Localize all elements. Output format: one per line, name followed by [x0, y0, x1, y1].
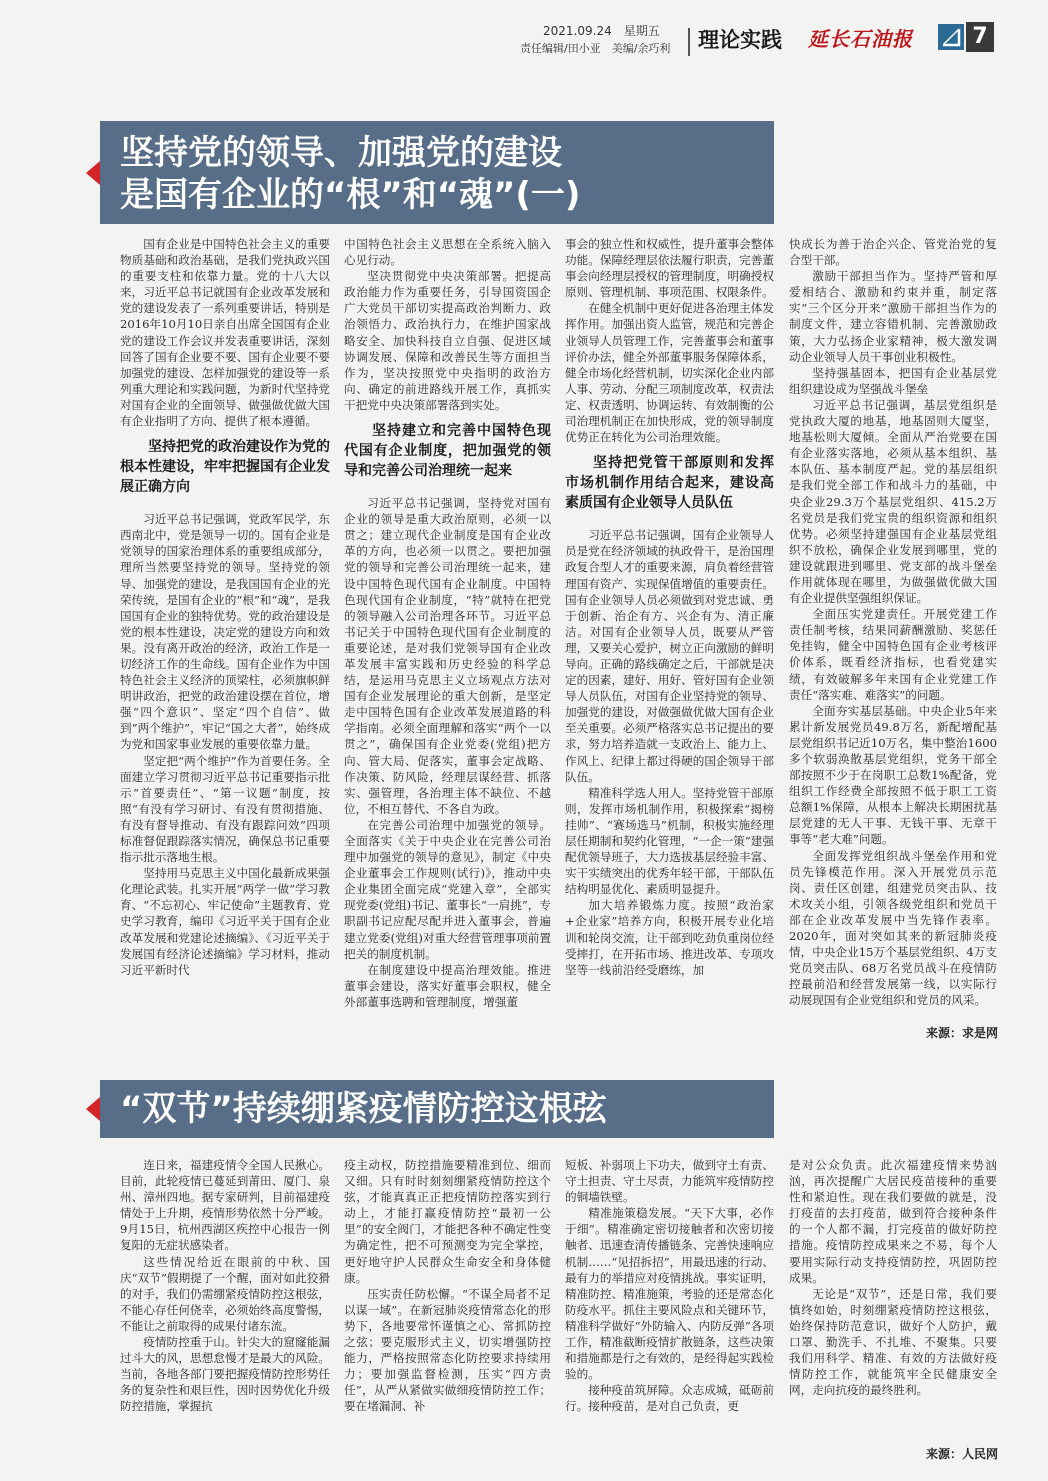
article2-source: 来源：人民网 [926, 1447, 999, 1461]
paragraph: 压实责任防松懈。“不谋全局者不足以谋一域”。在新冠肺炎疫情常态化的形势下，各地要常怀谨慎之心、常抓防控之弦；要克服形式主义，切实增强防控能力，严格按照常态化防控要求持续用力；要加强监督检测，压实“四方责任”，从严从紧做实做细疫情防控工作；要在堵漏洞、补 [344, 1286, 551, 1414]
paragraph: 在完善公司治理中加强党的领导。全面落实《关于中央企业在完善公司治理中加强党的领导的意见》，制定《中央企业董事会工作规则(试行)》，推动中央企业集团全面完成“党建入章”，全部实现党委(党组)书记、董事长“一肩挑”，专职副书记应配尽配并进入董事会，普遍建立党委(党组)对重大经营管理事项前置把关的制度机制。 [344, 817, 551, 961]
paragraph: 在健全机制中更好促进各治理主体发挥作用。加强出资人监管，规范和完善企业领导人员管理工作，完善董事会和董事评价办法，健全外部董事服务保障体系，健全市场化经营机制，切实深化企业内部人事、劳动、分配三项制度改革，权责法定、权责透明、协调运转、有效制衡的公司治理机制正在加快形成，党的领导制度优势正在转化为公司治理效能。 [565, 301, 774, 445]
paragraph: 精准科学选人用人。坚持党管干部原则，发挥市场机制作用，积极探索“揭榜挂帅”、“赛场选马”机制，积极实施经理层任期制和契约化管理，“一企一策”建强配优领导班子，大力选拔基层经验丰富、实干实绩突出的优秀年轻干部，干部队伍结构明显优化、素质明显提升。 [565, 785, 774, 897]
paragraph: 是对公众负责。此次福建疫情来势汹汹，再次提醒广大居民疫苗接种的重要性和紧迫性。现在我们要做的就是，没打疫苗的去打疫苗，做到符合接种条件的一个人都不漏，打完疫苗的做好防控措施。疫情防控成果来之不易，每个人要用实际行动支持疫情防控，巩固防控成果。 [789, 1158, 997, 1285]
article2-title: “双节”持续绷紧疫情防控这根弦 [120, 1089, 607, 1129]
article1-title-line1: 坚持党的领导、加强党的建设 [120, 133, 562, 173]
article1-column-2 [344, 236, 551, 1010]
article2-column-1 [120, 1157, 330, 1415]
section-heading: 坚持建立和完善中国特色现代国有企业制度，把加强党的领导和完善公司治理统一起来 [344, 423, 551, 480]
article1-source: 来源：求是网 [926, 1026, 999, 1040]
page-number: 7 [966, 22, 994, 52]
paragraph: 全面发挥党组织战斗堡垒作用和党员先锋模范作用。深入开展党员示范岗、责任区创建，组建党员突击队、技术攻关小组，引领各级党组织和党员干部在企业改革发展中当先锋作表率。2020年，面对突如其来的新冠肺炎疫情，中央企业15万个基层党组织、4万支党员突击队、68万名党员战斗在疫情防控最前沿和经营发展第一线，以实际行动展现国有企业党组织和党员的风采。 [789, 848, 997, 1008]
paragraph: 习近平总书记强调，坚持党对国有企业的领导是重大政治原则，必须一以贯之；建立现代企业制度是国有企业改革的方向，也必须一以贯之。要把加强党的领导和完善公司治理统一起来，建设中国特色现代国有企业制度。中国特色现代国有企业制度，“特”就特在把党的领导融入公司治理各环节。习近平总书记关于中国特色现代国有企业制度的重要论述，是对我们党领导国有企业改革发展丰富实践和历史经验的科学总结，是运用马克思主义立场观点方法对国有企业发展理论的重大创新，是坚定走中国特色国有企业改革发展道路的科学指南。必须全面理解和落实“两个一以贯之”，确保国有企业党委(党组)把方向、管大局、促落实，董事会定战略、作决策、防风险，经理层谋经营、抓落实、强管理，各治理主体不缺位、不越位，不相互替代、不各自为政。 [344, 496, 551, 816]
paragraph: 精准施策稳发展。“天下大事，必作于细”。精准确定密切接触者和次密切接触者、迅速查清传播链条、完善快速响应机制……“见招拆招”，用最迅速的行动、最有力的举措应对疫情挑战。事实证明，精准防控、精准施策，考验的还是常态化防疫水平。抓住主要风险点和关键环节，精准科学做好“外防输入、内防反弹”各项工作，精准截断疫情扩散链条，这些决策和措施都是行之有效的，是经得起实践检验的。 [565, 1206, 774, 1382]
paragraph: 快成长为善于治企兴企、管党治党的复合型干部。 [789, 237, 997, 268]
paragraph: 在制度建设中提高治理效能。推进董事会建设，落实好董事会职权，健全外部董事选聘和管理制度，增强董 [344, 962, 551, 1009]
article2-column-3 [565, 1157, 774, 1415]
paragraph: 激励干部担当作为。坚持严管和厚爱相结合、激励和约束并重，制定落实“三个区分开来”激励干部担当作为的制度文件，建立容错机制、完善激励政策，大力弘扬企业家精神，极大激发调动企业领导人员干事创业积极性。 [789, 269, 997, 364]
paragraph: 坚决贯彻党中央决策部署。把提高政治能力作为重要任务，引导国资国企广大党员干部切实提高政治判断力、政治领悟力、政治执行力，在维护国家战略安全、加快科技自立自强、促进区域协调发展、保障和改善民生等方面担当作为，坚决按照党中央指明的政治方向、确定的前进路线开展工作，真抓实干把党中央决策部署落到实处。 [344, 269, 551, 412]
paragraph: 接种疫苗筑屏障。众志成城，砥砺前行。接种疫苗，是对自己负责，更 [565, 1383, 774, 1414]
paragraph: 坚持用马克思主义中国化最新成果强化理论武装。扎实开展“两学一做”学习教育、“不忘初心、牢记使命”主题教育、党史学习教育，编印《习近平关于国有企业改革发展和党建论述摘编》、《习近平关于发展国有经济论述摘编》学习材料，推动习近平新时代 [120, 866, 330, 977]
section-heading: 坚持把党管干部原则和发挥市场机制作用结合起来，建设高素质国有企业领导人员队伍 [565, 455, 774, 512]
paragraph: 疫主动权，防控措施要精准到位、细而又细。只有时时刻刻绷紧疫情防控这个弦，才能真真正正把疫情防控落实到行动上，才能打赢疫情防控“最初一公里”的安全阀门，才能把各种不确定性变为确定性，把不可预测变为完全掌控，更好地守护人民群众生命安全和身体健康。 [344, 1158, 551, 1285]
article1-title-line2: 是国有企业的“根”和“魂”(一) [120, 175, 581, 215]
paragraph: 无论是“双节”，还是日常，我们要慎终如始，时刻绷紧疫情防控这根弦，始终保持防范意识，做好个人防护，戴口罩、勤洗手、不扎堆、不聚集。只要我们用科学、精准、有效的方法做好疫情防控工作，就能筑牢全民健康安全网，走向抗疫的最终胜利。 [789, 1286, 997, 1398]
article1-column-1 [120, 236, 330, 978]
triangle-arrow-icon [86, 161, 100, 185]
paragraph: 坚定把“两个维护”作为首要任务。全面建立学习贯彻习近平总书记重要指示批示“首要责任”、“第一议题”制度，按照“有没有学习研讨、有没有贯彻措施、有没有督导推动、有没有跟踪问效”四项标准督促跟踪落实情况，确保总书记重要指示批示落地生根。 [120, 753, 330, 865]
header-divider [688, 28, 690, 56]
paragraph: 坚持强基固本，把国有企业基层党组织建设成为坚强战斗堡垒 [789, 365, 997, 396]
article2-column-4 [789, 1157, 997, 1398]
paragraph: 全面夯实基层基础。中央企业5年来累计新发展党员49.8万名，新配增配基层党组织书记近10万名，集中整治1600多个软弱涣散基层党组织，党务干部全部按照不少于在岗职工总数1%配备，党组织工作经费全部按照不低于职工工资总额1%保障，从根本上解决长期困扰基层党建的无人干事、无钱干事、无章干事等“老大难”问题。 [789, 703, 997, 847]
article1-column-4 [789, 236, 997, 1009]
newspaper-logo: 延长石油报 [808, 27, 913, 51]
article2-column-2 [344, 1157, 551, 1415]
paragraph: 中国特色社会主义思想在全系统入脑入心见行动。 [344, 237, 551, 268]
article2-title-banner [100, 1080, 774, 1138]
paragraph: 习近平总书记强调，国有企业领导人员是党在经济领域的执政骨干，是治国理政复合型人才的重要来源，肩负着经营管理国有资产、实现保值增值的重要责任。国有企业领导人员必须做到对党忠诚、勇于创新、治企有方、兴企有为、清正廉洁。对国有企业领导人员，既要从严管理，又要关心爱护，树立正向激励的鲜明导向。正确的路线确定之后，干部就是决定的因素，建好、用好、管好国有企业领导人员队伍，对国有企业坚持党的领导、加强党的建设，对做强做优做大国有企业至关重要。必须严格落实总书记提出的要求，努力培养造就一支政治上、能力上、作风上、纪律上都过得硬的国企领导干部队伍。 [565, 528, 774, 784]
paragraph: 习近平总书记强调，基层党组织是党执政大厦的地基，地基固则大厦坚，地基松则大厦倾。全面从严治党要在国有企业落实落地，必须从基本组织、基本队伍、基本制度严起。党的基层组织是我们党全部工作和战斗力的基础，中央企业29.3万个基层党组织、415.2万名党员是我们党宝贵的组织资源和组织优势。必须坚持建强国有企业基层党组织不放松，确保企业发展到哪里，党的建设就跟进到哪里、党支部的战斗堡垒作用就体现在哪里，为做强做优做大国有企业提供坚强组织保证。 [789, 397, 997, 606]
paragraph: 连日来，福建疫情令全国人民揪心。目前，此轮疫情已蔓延到莆田、厦门、泉州、漳州四地。据专家研判，目前福建疫情处于上升期，疫情形势依然十分严峻。9月15日，杭州西湖区疾控中心报告一例复阳的无症状感染者。 [120, 1158, 330, 1253]
paragraph: 这些情况给近在眼前的中秋、国庆“双节”假期提了一个醒，面对如此狡猾的对手，我们仍需绷紧疫情防控这根弦，不能心存任何侥幸，必须始终高度警惕，不能让之前取得的成果付诸东流。 [120, 1254, 330, 1333]
paragraph: 习近平总书记强调，党政军民学，东西南北中，党是领导一切的。国有企业是党领导的国家治理体系的重要组成部分，理所当然要坚持党的领导。坚持党的领导、加强党的建设，是我国国有企业的光荣传统，是国有企业的“根”和“魂”，是我国国有企业的独特优势。党的政治建设是党的根本性建设，决定党的建设方向和效果。没有离开政治的经济，政治工作是一切经济工作的生命线。国有企业作为中国特色社会主义经济的顶梁柱，必须旗帜鲜明讲政治，把党的政治建设摆在首位，增强“四个意识”、坚定“四个自信”、做到“两个维护”，牢记“国之大者”，始终成为党和国家事业发展的重要依靠力量。 [120, 512, 330, 752]
corner-mark-icon [938, 24, 964, 50]
article1-column-3 [565, 236, 774, 978]
paragraph: 疫情防控重于山。针尖大的窟窿能漏过斗大的风，思想怠慢才是最大的风险。当前，各地各部门要把握疫情防控形势任务的复杂性和艰巨性，因时因势优化升级防控措施，掌握抗 [120, 1335, 330, 1414]
paragraph: 事会的独立性和权威性，提升董事会整体功能。保障经理层依法履行职责，完善董事会向经理层授权的管理制度，明确授权原则、管理机制、事项范围、权限条件。 [565, 237, 774, 300]
paragraph: 全面压实党建责任。开展党建工作责任制考核，结果同薪酬激励、奖惩任免挂钩，健全中国特色国有企业考核评价体系，既看经济指标，也看党建实绩，有效破解多年来国有企业党建工作责任“落实难、难落实”的问题。 [789, 607, 997, 702]
article1-title-banner [100, 121, 774, 224]
section-heading: 坚持把党的政治建设作为党的根本性建设，牢牢把握国有企业发展正确方向 [120, 439, 330, 496]
section-title: 理论实践 [698, 28, 782, 52]
paragraph: 短板、补弱项上下功夫，做到守土有责、守土担责、守土尽责，力能筑牢疫情防控的铜墙铁壁。 [565, 1158, 774, 1205]
paragraph: 国有企业是中国特色社会主义的重要物质基础和政治基础，是我们党执政兴国的重要支柱和依靠力量。党的十八大以来，习近平总书记就国有企业改革发展和党的建设发表了一系列重要讲话，特别是2016年10月10日亲自出席全国国有企业党的建设工作会议并发表重要讲话，深刻回答了国有企业要不要、国有企业要不要加强党的建设、怎样加强党的建设等一系列重大理论和实践问题，为新时代坚持党对国有企业的全面领导、做强做优做大国有企业指明了方向、提供了根本遵循。 [120, 237, 330, 429]
editors-credit: 责任编辑/田小亚 美编/余巧利 [520, 42, 671, 55]
issue-date: 2021.09.24 星期五 [543, 24, 660, 38]
paragraph: 加大培养锻炼力度。按照“政治家+企业家”培养方向，积极开展专业化培训和轮岗交流，让干部到吃劲负重岗位经受摔打，在开拓市场、推进改革、专项攻坚等一线前沿经受磨练，加 [565, 898, 774, 977]
triangle-arrow-icon [86, 1097, 100, 1121]
